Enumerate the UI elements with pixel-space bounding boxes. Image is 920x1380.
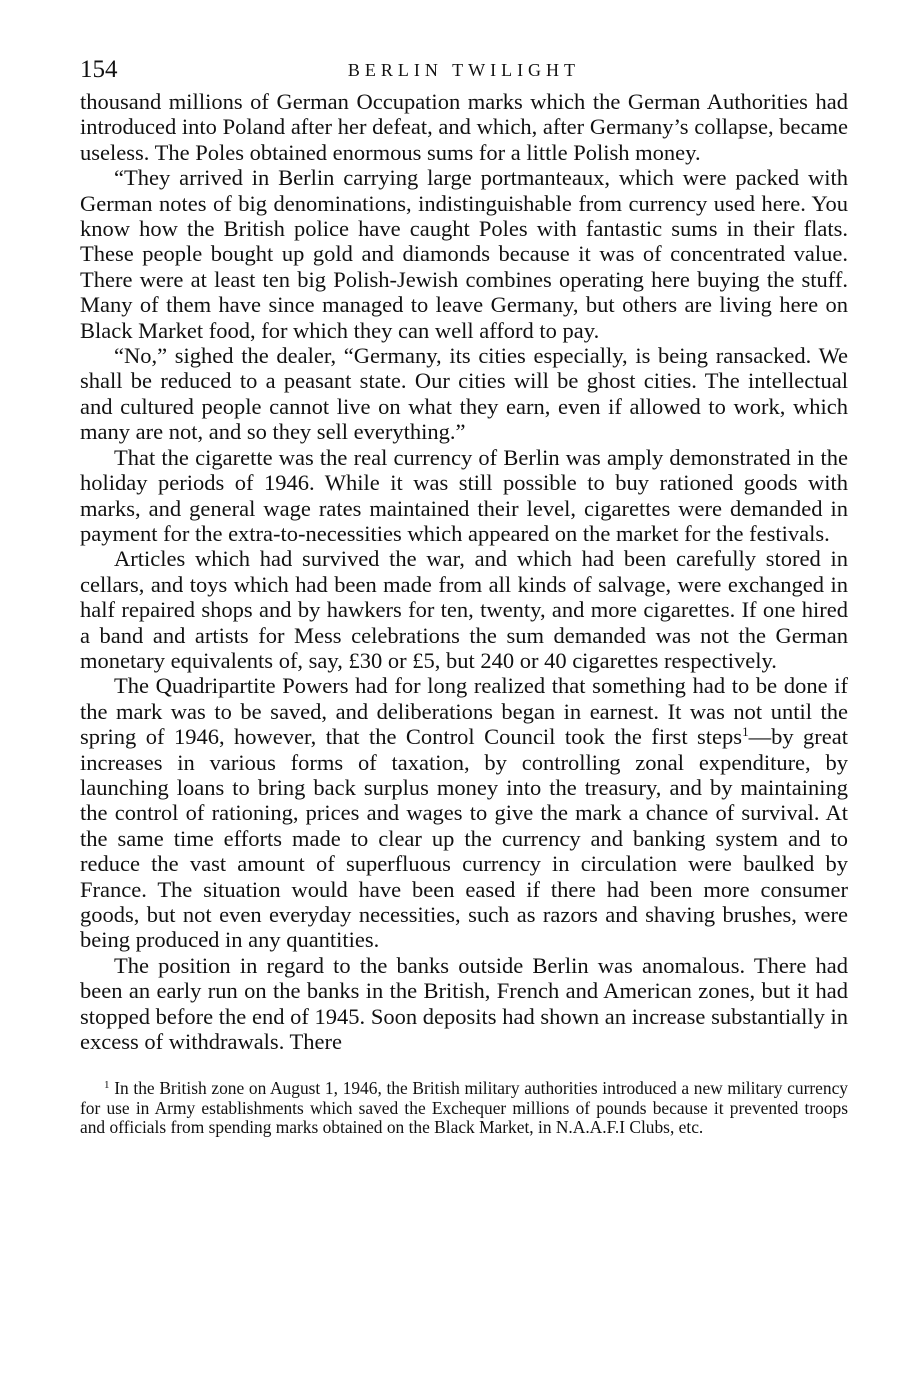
footnotes [80,1079,848,1137]
book-page [80,55,848,1137]
paragraph: “They arrived in Berlin carrying large portmanteaux, which were packed with German notes of big denominations, indistinguishable from currency used here. You know how the British police have caught Poles with fantastic sums in their flats. These people bought up gold and diamonds because it was of concentrated value. There were at least ten big Polish-Jewish combines operating here buying the stuff. Many of them have since managed to leave Germany, but others are living here on Black Market food, for which they can well afford to pay. [80,165,848,343]
body-text [80,89,848,1054]
paragraph-with-footnote [80,673,848,952]
footnote-text: In the British zone on August 1, 1946, the British military authorities introduced a new military currency for use in Army establishments which saved the Exchequer millions of pounds because it prevented troops and officials from spending marks obtained on the Black Market, in N.A.A.F.I Clubs, etc. [80,1078,848,1137]
paragraph-text-before-note: The Quadripartite Powers had for long realized that something had to be done if the mark was to be saved, and deliberations began in earnest. It was not until the spring of 1946, however, that the Control Council took the first steps [80,673,848,750]
footnote-marker: 1 [104,1079,110,1092]
paragraph-continued: thousand millions of German Occupation marks which the German Authorities had introduced into Poland after her defeat, and which, after Germany’s collapse, became useless. The Poles obtained enormous sums for a little Polish money. [80,89,848,165]
page-number: 154 [80,56,118,83]
paragraph: “No,” sighed the dealer, “Germany, its cities especially, is being ransacked. We shall be reduced to a peasant state. Our cities will be ghost cities. The intellectual and cultured people cannot live on what they earn, even if allowed to work, which many are not, and so they sell everything.” [80,343,848,445]
running-head [80,55,848,89]
footnote-reference: 1 [742,724,749,740]
paragraph-final: The position in regard to the banks outside Berlin was anomalous. There had been an early run on the banks in the British, French and American zones, but it had stopped before the end of 1945. Soon deposits had shown an increase substantially in excess of withdrawals. There [80,952,848,1055]
running-title: BERLIN TWILIGHT [347,60,581,80]
footnote [80,1079,848,1137]
paragraph: Articles which had survived the war, and which had been carefully stored in cellars, and toys which had been made from all kinds of salvage, were exchanged in half repaired shops and by hawkers for ten, twenty, and more cigarettes. If one hired a band and artists for Mess celebrations the sum demanded was not the German monetary equivalents of, say, £30 or £5, but 240 or 40 cigarettes respectively. [80,546,848,673]
paragraph-text-after-note: —by great increases in various forms of taxation, by controlling zonal expenditure, by launching loans to bring back surplus money into the treasury, and by maintaining the control of rationing, prices and wages to give the mark a chance of survival. At the same time efforts made to clear up the currency and banking system and to reduce the vast amount of superfluous currency in circulation were baulked by France. The situation would have been eased if there had been more consumer goods, but not even everyday necessities, such as razors and shaving brushes, were being produced in any quantities. [80,724,849,953]
paragraph: That the cigarette was the real currency of Berlin was amply demonstrated in the holiday periods of 1946. While it was still possible to buy rationed goods with marks, and general wage rates maintained their level, cigarettes were demanded in payment for the extra-to-necessities which appeared on the market for the festivals. [80,444,848,546]
